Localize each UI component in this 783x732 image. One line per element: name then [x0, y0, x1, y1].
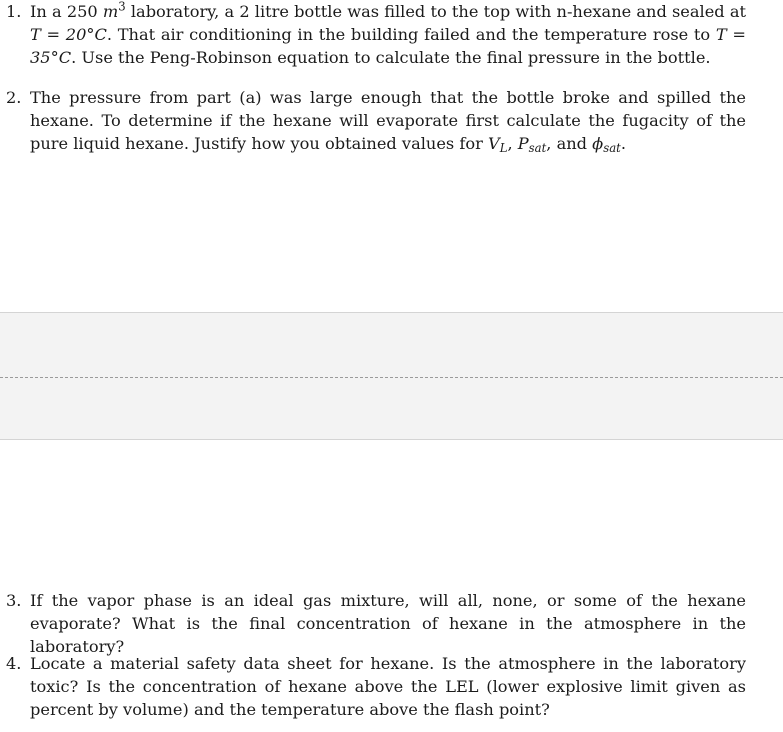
question-number: 2.	[6, 88, 22, 107]
question-number: 4.	[6, 654, 22, 673]
question-3	[6, 589, 746, 659]
question-text: In a 250 $m^3$ laboratory, a 2 litre bottle was filled to the top with n-hexane and sealed at T = 20°C. That air conditioning in the building failed and the temperature rose to T = 35°C. Use the Peng-Robinson equation to calculate the final pressure in the bottle.	[30, 0, 746, 68]
question-text: The pressure from part (a) was large enough that the bottle broke and spilled the hexane. To determine if the hexane will evaporate first calculate the fugacity of the pure liquid hexane. Justify how you obtained values for $V_L$, $P_{sat}$, and $\phi_{sat}$.	[30, 88, 746, 156]
question-text: If the vapor phase is an ideal gas mixture, will all, none, or some of the hexane evaporate? What is the final concentration of hexane in the atmosphere in the laboratory?	[30, 591, 746, 657]
answer-area-bottom	[0, 379, 783, 440]
question-number: 1.	[6, 2, 22, 21]
question-number: 3.	[6, 591, 22, 610]
question-4	[6, 652, 746, 722]
dashed-divider	[0, 377, 783, 378]
answer-area-top	[0, 312, 783, 379]
question-2	[6, 86, 746, 156]
question-text: Locate a material safety data sheet for hexane. Is the atmosphere in the laboratory toxic? Is the concentration of hexane above the LEL (lower explosive limit given as percent by volume) and the temperature above the flash point?	[30, 654, 746, 720]
question-1	[6, 0, 746, 70]
